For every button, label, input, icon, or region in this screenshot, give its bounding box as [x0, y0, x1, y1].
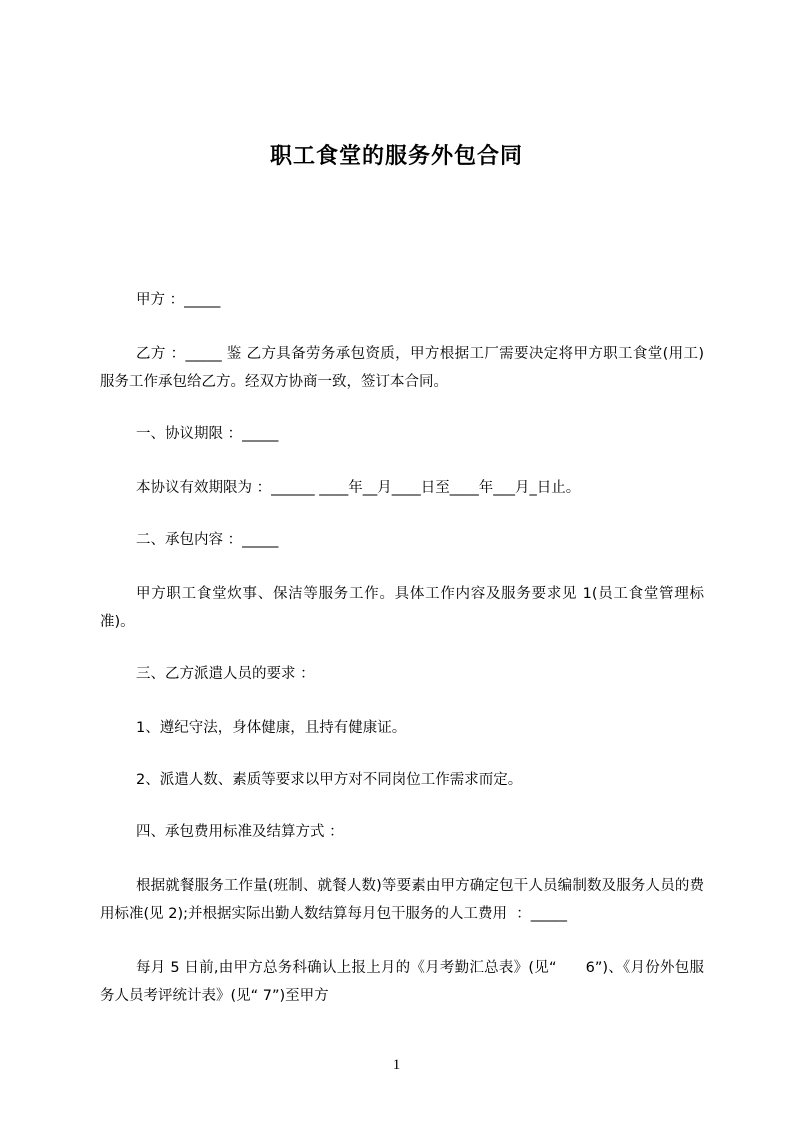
section-4-heading: 四、承包费用标准及结算方式 ：	[136, 824, 344, 840]
section-2-content-paragraph: 甲方职工食堂炊事、保洁等服务工作。具体工作内容及服务要求见 1(员工食堂管理标准)。	[100, 586, 704, 630]
section-3-item-1: 1、遵纪守法，身体健康，且持有健康证。	[136, 720, 407, 736]
section-2-heading: 二、承包内容 ：_____	[136, 532, 279, 548]
party-a-line: 甲方 ：_____	[136, 292, 221, 308]
section-3-heading: 三、乙方派遣人员的要求 ：	[136, 666, 315, 682]
section-1-term-text: 本协议有效期限为 ：______ ____年__月____日至____年___月_日止。	[136, 480, 581, 496]
section-4-paragraph-2: 每月 5 日前,由甲方总务科确认上报上月的《月考勤汇总表》(见“ 6”)、《月份外包服务人员考评统计表》(见“ 7”)至甲方	[100, 960, 704, 1004]
section-4-paragraph-1: 根据就餐服务工作量(班制、就餐人数)等要素由甲方确定包干人员编制数及服务人员的费用标准(见 2);并根据实际出勤人数结算每月包干服务的人工费用 ：_____	[100, 878, 704, 922]
section-3-item-2: 2、派遣人数、素质等要求以甲方对不同岗位工作需求而定。	[136, 772, 523, 788]
page-number: 1	[392, 1057, 401, 1073]
party-b-intro-paragraph: 乙方 ：_____ 鉴 乙方具备劳务承包资质，甲方根据工厂需要决定将甲方职工食堂(用工)服务工作承包给乙方。经双方协商一致，签订本合同。	[100, 346, 704, 390]
section-1-heading: 一、协议期限 ：_____	[136, 426, 279, 442]
document-title: 职工食堂的服务外包合同	[269, 144, 523, 169]
